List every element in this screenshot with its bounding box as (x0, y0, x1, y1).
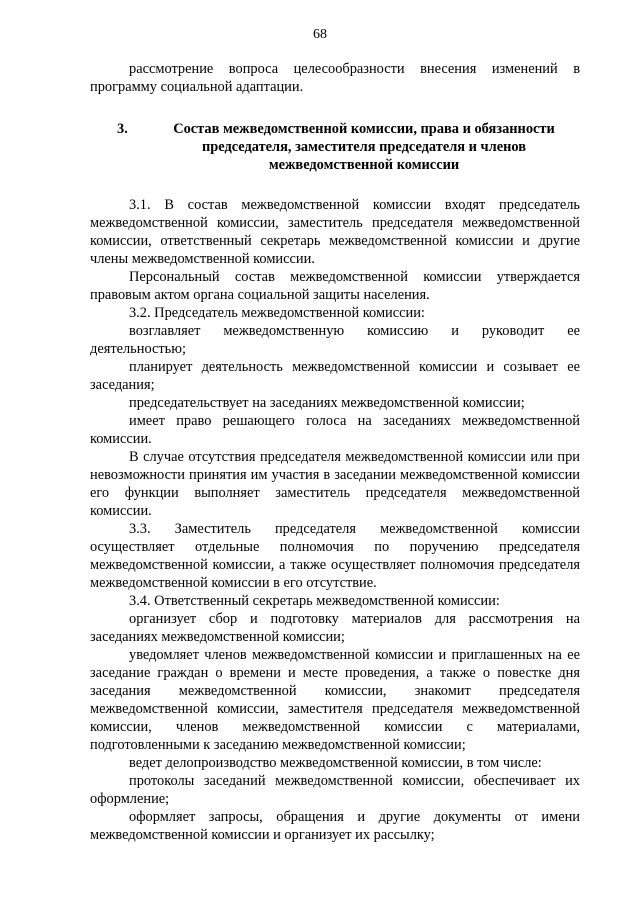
paragraph: имеет право решающего голоса на заседаниях межведомственной комиссии. (90, 413, 580, 447)
paragraph: 3.2. Председатель межведомственной комиссии: (129, 305, 425, 321)
section-number: 3. (117, 121, 128, 137)
paragraph: 3.1. В состав межведомственной комиссии входят председатель межведомственной комиссии, заместитель председателя межведомственной комиссии, ответственный секретарь межведомственной комиссии и другие члены межведомственной комиссии. (90, 197, 580, 267)
paragraph: 3.3. Заместитель председателя межведомственной комиссии осуществляет отдельные полномочия по поручению председателя межведомственной комиссии, а также осуществляет полномочия председателя межведомственной комиссии в его отсутствие. (90, 521, 580, 591)
intro-paragraph: рассмотрение вопроса целесообразности внесения изменений в программу социальной адаптации. (90, 61, 580, 95)
paragraph: председательствует на заседаниях межведомственной комиссии; (129, 395, 525, 411)
paragraph: ведет делопроизводство межведомственной комиссии, в том числе: (129, 755, 542, 771)
page-number: 68 (313, 27, 327, 42)
paragraph: протоколы заседаний межведомственной комиссии, обеспечивает их оформление; (90, 773, 580, 807)
paragraph: планирует деятельность межведомственной комиссии и созывает ее заседания; (90, 359, 580, 393)
paragraph: В случае отсутствия председателя межведомственной комиссии или при невозможности принятия им участия в заседании межведомственной комиссии его функции выполняет заместитель председателя межведомственной комиссии. (90, 449, 580, 519)
section-heading (90, 120, 580, 174)
document-body (90, 60, 580, 844)
paragraph: организует сбор и подготовку материалов для рассмотрения на заседаниях межведомственной комиссии; (90, 611, 580, 645)
paragraph: оформляет запросы, обращения и другие документы от имени межведомственной комиссии и организует их рассылку; (90, 809, 580, 843)
paragraph: 3.4. Ответственный секретарь межведомственной комиссии: (129, 593, 500, 609)
paragraph: Персональный состав межведомственной комиссии утверждается правовым актом органа социальной защиты населения. (90, 269, 580, 303)
paragraph: возглавляет межведомственную комиссию и руководит ее деятельностью; (90, 323, 580, 357)
paragraph: уведомляет членов межведомственной комиссии и приглашенных на ее заседание граждан о времени и месте проведения, а также о повестке дня заседания межведомственной комиссии, знакомит председателя межведомственной комиссии, заместителя председателя межведомственной комиссии, членов межведомственной комиссии с материалами, подготовленными к заседанию межведомственной комиссии; (90, 647, 580, 753)
section-title: Состав межведомственной комиссии, права и обязанности председателя, заместителя председателя и членов межведомственной комиссии (173, 121, 555, 173)
